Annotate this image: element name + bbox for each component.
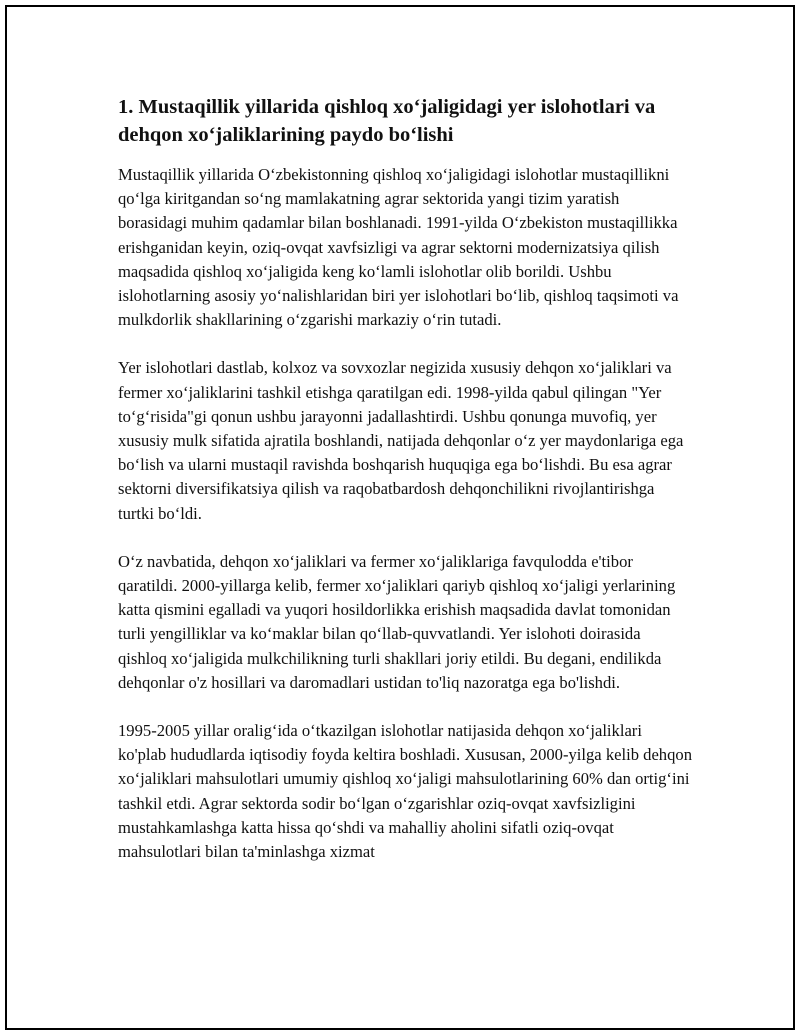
section-heading: 1. Mustaqillik yillarida qishloq xo‘jaligidagi yer islohotlari va dehqon xo‘jaliklarining paydo bo‘lishi	[118, 96, 656, 146]
paragraph-1: Mustaqillik yillarida O‘zbekistonning qishloq xo‘jaligidagi islohotlar mustaqillikni qo‘lga kiritgandan so‘ng mamlakatning agrar sektorida yangi tizim yaratish borasidagi muhim qadamlar bilan boshlanadi. 1991-yilda O‘zbekiston mustaqillikka erishganidan keyin, oziq-ovqat xavfsizligi va agrar sektorni modernizatsiya qilish maqsadida qishloq xo‘jaligida keng ko‘lamli islohotlar olib borildi. Ushbu islohotlarning asosiy yo‘nalishlaridan biri yer islohotlari bo‘lib, qishloq taqsimoti va mulkdorlik shakllarining o‘zgarishi markaziy o‘rin tutadi.	[118, 165, 679, 330]
paragraph-2: Yer islohotlari dastlab, kolxoz va sovxozlar negizida xususiy dehqon xo‘jaliklari va fermer xo‘jaliklarini tashkil etishga qaratilgan edi. 1998-yilda qabul qilingan "Yer to‘g‘risida"gi qonun ushbu jarayonni jadallashtirdi. Ushbu qonunga muvofiq, yer xususiy mulk sifatida ajratila boshlandi, natijada dehqonlar o‘z yer maydonlariga ega bo‘lish va ularni mustaqil ravishda boshqarish huquqiga ega bo‘lishdi. Bu esa agrar sektorni diversifikatsiya qilish va raqobatbardosh dehqonchilikni rivojlantirishga turtki bo‘ldi.	[118, 358, 684, 523]
document-body	[118, 93, 692, 888]
paragraph-3: O‘z navbatida, dehqon xo‘jaliklari va fermer xo‘jaliklariga favqulodda e'tibor qaratildi. 2000-yillarga kelib, fermer xo‘jaliklari qariyb qishloq xo‘jaligi yerlarining katta qismini egalladi va yuqori hosildorlikka erishish maqsadida davlat tomonidan turli yengilliklar va ko‘maklar bilan qo‘llab-quvvatlandi. Yer islohoti doirasida qishloq xo‘jaligida mulkchilikning turli shakllari joriy etildi. Bu degani, endilikda dehqonlar o'z hosillari va daromadlari ustidan to'liq nazoratga ega bo'lishdi.	[118, 551, 676, 692]
paragraph-4: 1995-2005 yillar oralig‘ida o‘tkazilgan islohotlar natijasida dehqon xo‘jaliklari ko'plab hududlarda iqtisodiy foyda keltira boshladi. Xususan, 2000-yilga kelib dehqon xo‘jaliklari mahsulotlari umumiy qishloq xo‘jaligi mahsulotlarining 60% dan ortig‘ini tashkil etdi. Agrar sektorda sodir bo‘lgan o‘zgarishlar oziq-ovqat xavfsizligini mustahkamlashga katta hissa qo‘shdi va mahalliy aholini sifatli oziq-ovqat mahsulotlari bilan ta'minlashga xizmat	[118, 721, 692, 862]
